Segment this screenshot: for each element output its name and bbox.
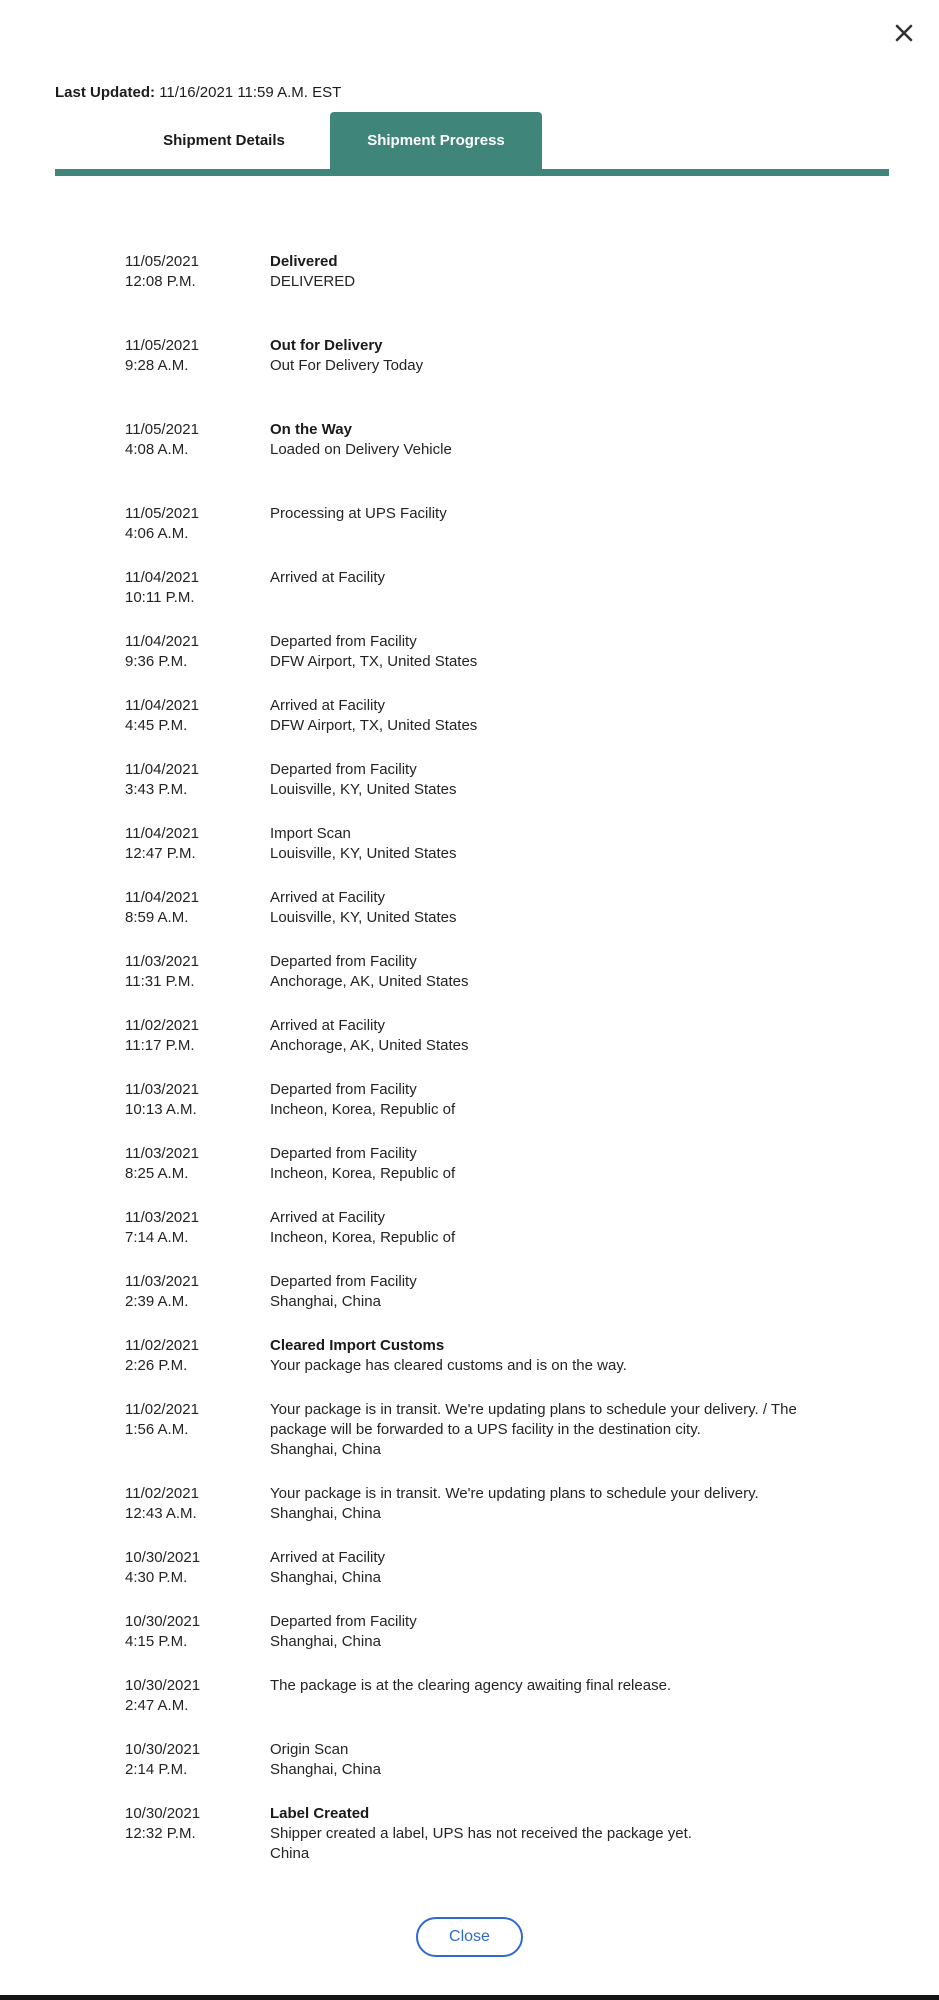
event-description <box>270 632 477 672</box>
timeline-event <box>125 760 889 800</box>
event-date: 11/02/2021 <box>125 1337 199 1354</box>
event-date: 11/05/2021 <box>125 505 199 522</box>
tab-shipment-details[interactable]: Shipment Details <box>118 112 330 169</box>
event-time: 11:31 P.M. <box>125 973 195 990</box>
event-time: 2:26 P.M. <box>125 1357 188 1374</box>
event-status: Your package is in transit. We're updating plans to schedule your delivery. / The package will be forwarded to a UPS facility in the destination city. <box>270 1401 797 1438</box>
event-datetime <box>125 1484 270 1524</box>
event-description <box>270 1484 759 1524</box>
timeline-event <box>125 336 889 376</box>
event-datetime <box>125 1208 270 1248</box>
event-detail: Incheon, Korea, Republic of <box>270 1165 456 1182</box>
event-status: Departed from Facility <box>270 1273 417 1290</box>
event-status: Departed from Facility <box>270 1145 417 1162</box>
event-description <box>270 1272 417 1312</box>
event-description <box>270 1336 627 1376</box>
event-description <box>270 568 385 608</box>
event-date: 11/03/2021 <box>125 1145 199 1162</box>
event-status: Cleared Import Customs <box>270 1337 445 1354</box>
event-datetime <box>125 632 270 672</box>
event-status: Arrived at Facility <box>270 889 386 906</box>
event-detail: Out For Delivery Today <box>270 357 424 374</box>
event-detail: Shipper created a label, UPS has not received the package yet. <box>270 1825 692 1842</box>
timeline-event <box>125 888 889 928</box>
event-description <box>270 1400 822 1460</box>
event-description <box>270 1208 455 1248</box>
timeline-event <box>125 632 889 672</box>
event-time: 4:30 P.M. <box>125 1569 188 1586</box>
page-bottom-edge <box>0 1995 939 2000</box>
event-datetime <box>125 888 270 928</box>
timeline-event <box>125 824 889 864</box>
event-datetime <box>125 1612 270 1652</box>
event-status: The package is at the clearing agency awaiting final release. <box>270 1677 672 1694</box>
event-status: Processing at UPS Facility <box>270 505 447 522</box>
timeline-event <box>125 252 889 292</box>
event-date: 11/03/2021 <box>125 1081 199 1098</box>
event-date: 11/04/2021 <box>125 633 199 650</box>
shipment-progress-list <box>125 252 889 1888</box>
event-datetime <box>125 1144 270 1184</box>
event-detail: Incheon, Korea, Republic of <box>270 1229 456 1246</box>
event-status: Departed from Facility <box>270 633 417 650</box>
event-datetime <box>125 1272 270 1312</box>
event-status: Arrived at Facility <box>270 1209 386 1226</box>
timeline-event <box>125 1272 889 1312</box>
event-description <box>270 1804 692 1864</box>
event-status: Your package is in transit. We're updating plans to schedule your delivery. <box>270 1485 759 1502</box>
event-time: 9:36 P.M. <box>125 653 188 670</box>
event-datetime <box>125 1080 270 1120</box>
event-detail: Your package has cleared customs and is on the way. <box>270 1357 627 1374</box>
event-datetime <box>125 568 270 608</box>
event-status: Import Scan <box>270 825 351 842</box>
event-date: 11/03/2021 <box>125 1273 199 1290</box>
event-status: Departed from Facility <box>270 761 417 778</box>
event-detail: Louisville, KY, United States <box>270 781 457 798</box>
event-status: Departed from Facility <box>270 953 417 970</box>
timeline-event <box>125 1400 889 1460</box>
event-status: Delivered <box>270 253 338 270</box>
event-status: Arrived at Facility <box>270 569 386 586</box>
event-status: On the Way <box>270 421 352 438</box>
timeline-event <box>125 1548 889 1588</box>
event-time: 12:32 P.M. <box>125 1825 196 1842</box>
timeline-event <box>125 1336 889 1376</box>
event-description <box>270 888 457 928</box>
timeline-event <box>125 1016 889 1056</box>
event-datetime <box>125 504 270 544</box>
event-date: 11/04/2021 <box>125 889 199 906</box>
event-description <box>270 1080 455 1120</box>
event-time: 7:14 A.M. <box>125 1229 189 1246</box>
event-datetime <box>125 1400 270 1460</box>
tab-shipment-progress[interactable]: Shipment Progress <box>330 112 542 169</box>
event-detail: Louisville, KY, United States <box>270 909 457 926</box>
event-description <box>270 336 423 376</box>
event-description <box>270 1612 417 1652</box>
event-time: 4:45 P.M. <box>125 717 188 734</box>
event-status: Arrived at Facility <box>270 1017 386 1034</box>
event-description <box>270 504 447 544</box>
event-time: 10:11 P.M. <box>125 589 195 606</box>
event-datetime <box>125 1740 270 1780</box>
event-time: 4:15 P.M. <box>125 1633 188 1650</box>
event-datetime <box>125 420 270 460</box>
event-description <box>270 420 452 460</box>
event-status: Label Created <box>270 1805 370 1822</box>
event-datetime <box>125 952 270 992</box>
event-date: 10/30/2021 <box>125 1677 201 1694</box>
event-date: 11/02/2021 <box>125 1485 199 1502</box>
event-description <box>270 1144 455 1184</box>
event-datetime <box>125 336 270 376</box>
timeline-event <box>125 1208 889 1248</box>
event-detail: Loaded on Delivery Vehicle <box>270 441 452 458</box>
event-time: 11:17 P.M. <box>125 1037 195 1054</box>
timeline-event <box>125 568 889 608</box>
timeline-event <box>125 1740 889 1780</box>
event-detail: DELIVERED <box>270 273 356 290</box>
event-time: 2:47 A.M. <box>125 1697 189 1714</box>
event-time: 4:08 A.M. <box>125 441 189 458</box>
timeline-event <box>125 696 889 736</box>
event-detail: DFW Airport, TX, United States <box>270 717 478 734</box>
event-detail: DFW Airport, TX, United States <box>270 653 478 670</box>
event-datetime <box>125 696 270 736</box>
event-datetime <box>125 760 270 800</box>
event-description <box>270 252 355 292</box>
event-status: Departed from Facility <box>270 1081 417 1098</box>
last-updated-label: Last Updated: <box>55 84 156 101</box>
x-mark-icon <box>894 23 914 43</box>
event-date: 11/02/2021 <box>125 1401 199 1418</box>
event-time: 2:39 A.M. <box>125 1293 189 1310</box>
event-date: 10/30/2021 <box>125 1613 201 1630</box>
event-detail: Incheon, Korea, Republic of <box>270 1101 456 1118</box>
close-button[interactable]: Close <box>416 1917 523 1957</box>
event-description <box>270 952 468 992</box>
event-datetime <box>125 1548 270 1588</box>
event-detail: Shanghai, China <box>270 1293 381 1310</box>
event-description <box>270 760 457 800</box>
event-detail: Shanghai, China <box>270 1505 381 1522</box>
event-time: 8:59 A.M. <box>125 909 189 926</box>
event-date: 10/30/2021 <box>125 1805 201 1822</box>
timeline-event <box>125 952 889 992</box>
event-detail: Shanghai, China <box>270 1441 381 1458</box>
event-detail: Louisville, KY, United States <box>270 845 457 862</box>
event-description <box>270 1740 381 1780</box>
event-datetime <box>125 1016 270 1056</box>
event-description <box>270 1016 468 1056</box>
event-description <box>270 824 457 864</box>
event-datetime <box>125 824 270 864</box>
event-status: Out for Delivery <box>270 337 383 354</box>
event-time: 12:43 A.M. <box>125 1505 197 1522</box>
tab-underline <box>55 169 889 176</box>
timeline-event <box>125 1484 889 1524</box>
timeline-event <box>125 1144 889 1184</box>
event-time: 2:14 P.M. <box>125 1761 188 1778</box>
event-description <box>270 696 477 736</box>
event-detail: Anchorage, AK, United States <box>270 1037 469 1054</box>
event-datetime <box>125 252 270 292</box>
event-date: 11/04/2021 <box>125 761 199 778</box>
event-time: 8:25 A.M. <box>125 1165 189 1182</box>
event-detail: Anchorage, AK, United States <box>270 973 469 990</box>
timeline-event <box>125 1804 889 1864</box>
event-date: 11/02/2021 <box>125 1017 199 1034</box>
event-time: 12:47 P.M. <box>125 845 196 862</box>
event-time: 3:43 P.M. <box>125 781 188 798</box>
event-date: 11/04/2021 <box>125 569 199 586</box>
event-date: 11/05/2021 <box>125 421 199 438</box>
event-datetime <box>125 1336 270 1376</box>
event-time: 12:08 P.M. <box>125 273 196 290</box>
timeline-event <box>125 1612 889 1652</box>
tab-bar <box>55 112 889 176</box>
event-description <box>270 1548 385 1588</box>
event-detail: Shanghai, China <box>270 1761 381 1778</box>
event-date: 11/03/2021 <box>125 953 199 970</box>
event-status: Origin Scan <box>270 1741 349 1758</box>
event-datetime <box>125 1676 270 1716</box>
event-status: Arrived at Facility <box>270 1549 386 1566</box>
timeline-event <box>125 1080 889 1120</box>
event-detail: Shanghai, China <box>270 1569 381 1586</box>
event-detail: Shanghai, China <box>270 1633 381 1650</box>
event-date: 10/30/2021 <box>125 1549 201 1566</box>
timeline-event <box>125 1676 889 1716</box>
close-icon[interactable] <box>891 20 917 46</box>
event-time: 4:06 A.M. <box>125 525 189 542</box>
timeline-event <box>125 420 889 460</box>
event-date: 11/05/2021 <box>125 253 199 270</box>
event-date: 11/04/2021 <box>125 697 199 714</box>
event-status: Departed from Facility <box>270 1613 417 1630</box>
event-date: 10/30/2021 <box>125 1741 201 1758</box>
event-date: 11/03/2021 <box>125 1209 199 1226</box>
event-time: 1:56 A.M. <box>125 1421 189 1438</box>
last-updated-value: 11/16/2021 11:59 A.M. EST <box>159 84 342 101</box>
event-time: 10:13 A.M. <box>125 1101 197 1118</box>
event-time: 9:28 A.M. <box>125 357 189 374</box>
event-description <box>270 1676 671 1716</box>
last-updated <box>55 83 341 102</box>
timeline-event <box>125 504 889 544</box>
event-detail: China <box>270 1845 310 1862</box>
event-date: 11/05/2021 <box>125 337 199 354</box>
event-status: Arrived at Facility <box>270 697 386 714</box>
event-datetime <box>125 1804 270 1864</box>
event-date: 11/04/2021 <box>125 825 199 842</box>
